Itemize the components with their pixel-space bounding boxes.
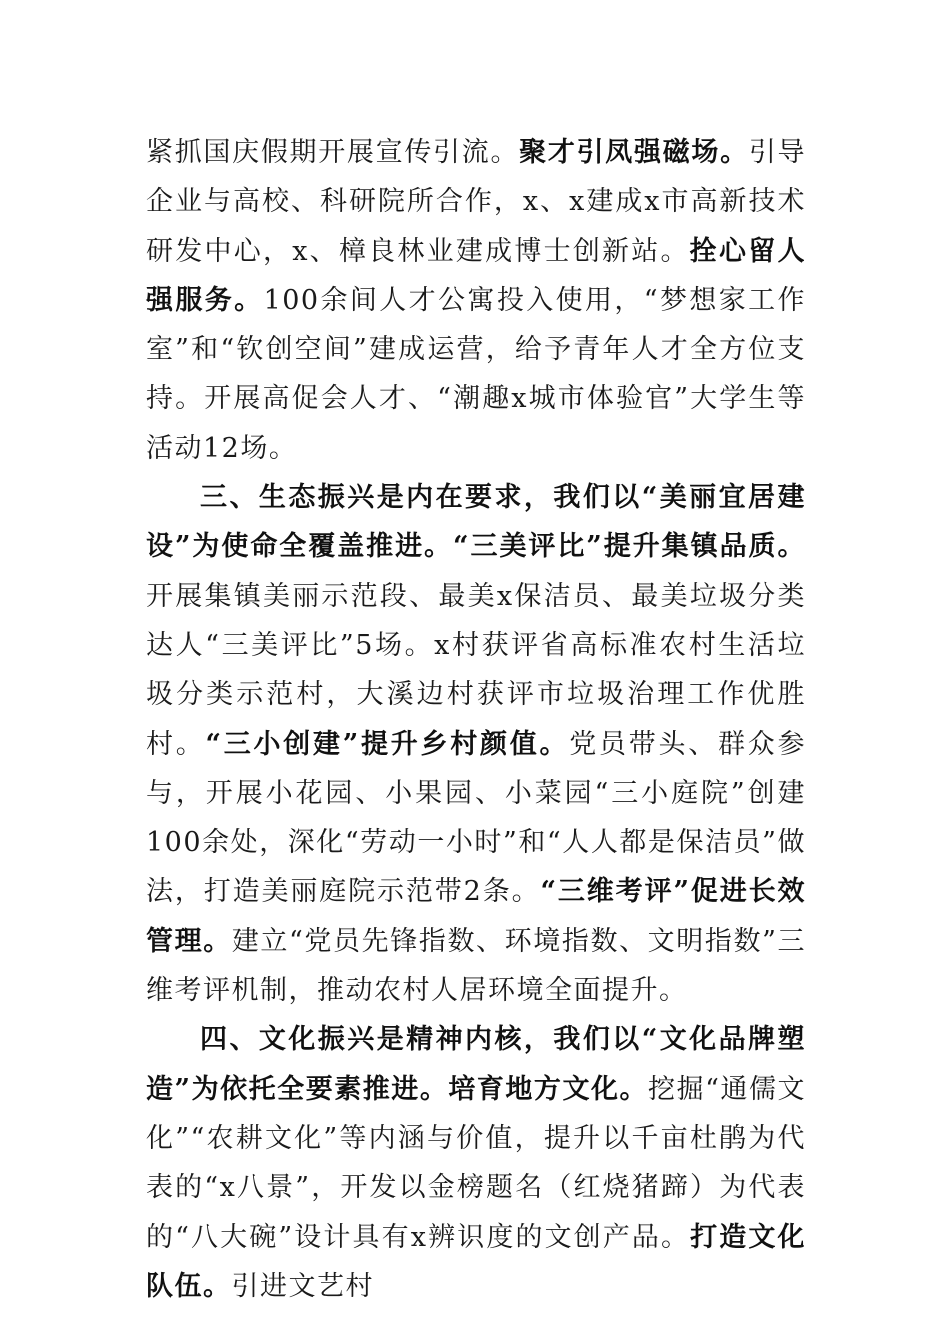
bold-heading-run: 拴心留人强服务。: [146, 235, 806, 316]
text-run: 党员带头、群众参与，开展小花园、小果园、小菜园“三小庭院”创建100余处，深化“劳动一小时”和“人人都是保洁员”做法，打造美丽庭院示范带2条。: [146, 728, 807, 908]
text-run: 开展集镇美丽示范段、最美x保洁员、最美垃圾分类达人“三美评比”5场。x村获评省高标准农村生活垃圾分类示范村，大溪边村获评市垃圾治理工作优胜村。: [146, 580, 806, 760]
bold-heading-run: “三维考评”促进长效管理。: [146, 876, 806, 957]
bold-heading-run: “三小创建”提升乡村颜值。: [205, 728, 570, 760]
text-run: 引进文艺村: [231, 1270, 374, 1302]
text-run: 引导企业与高校、科研院所合作，x、x建成x市高新技术研发中心，x、樟良林业建成博士创新站。: [146, 137, 807, 267]
paragraph-talent: [146, 128, 806, 473]
section-heading-run: 三、生态振兴是内在要求，我们以“美丽宜居建设”为使命全覆盖推进。“三美评比”提升集镇品质。: [146, 482, 806, 563]
text-run: 紧抓国庆假期开展宣传引流。: [146, 137, 520, 168]
document-body: [146, 128, 806, 1311]
text-run: 建立“党员先锋指数、环境指数、文明指数”三维考评机制，推动农村人居环境全面提升。: [146, 925, 806, 1007]
text-run: 100余间人才公寓投入使用，“梦想家工作室”和“钦创空间”建成运营，给予青年人才全方位支持。开展高促会人才、“潮趣x城市体验官”大学生等活动12场。: [146, 284, 807, 464]
paragraph-culture: [146, 1015, 806, 1311]
section-heading-run: 四、文化振兴是精神内核，我们以“文化品牌塑造”为依托全要素推进。培育地方文化。: [146, 1024, 806, 1105]
bold-heading-run: 聚才引凤强磁场。: [519, 137, 749, 168]
text-run: 挖掘“通儒文化”“农耕文化”等内涵与价值，提升以千亩杜鹃为代表的“x八景”，开发以金榜题名（红烧猪蹄）为代表的“八大碗”设计具有x辨识度的文创产品。: [146, 1073, 806, 1253]
paragraph-ecology: [146, 473, 806, 1015]
bold-heading-run: 打造文化队伍。: [146, 1221, 807, 1302]
